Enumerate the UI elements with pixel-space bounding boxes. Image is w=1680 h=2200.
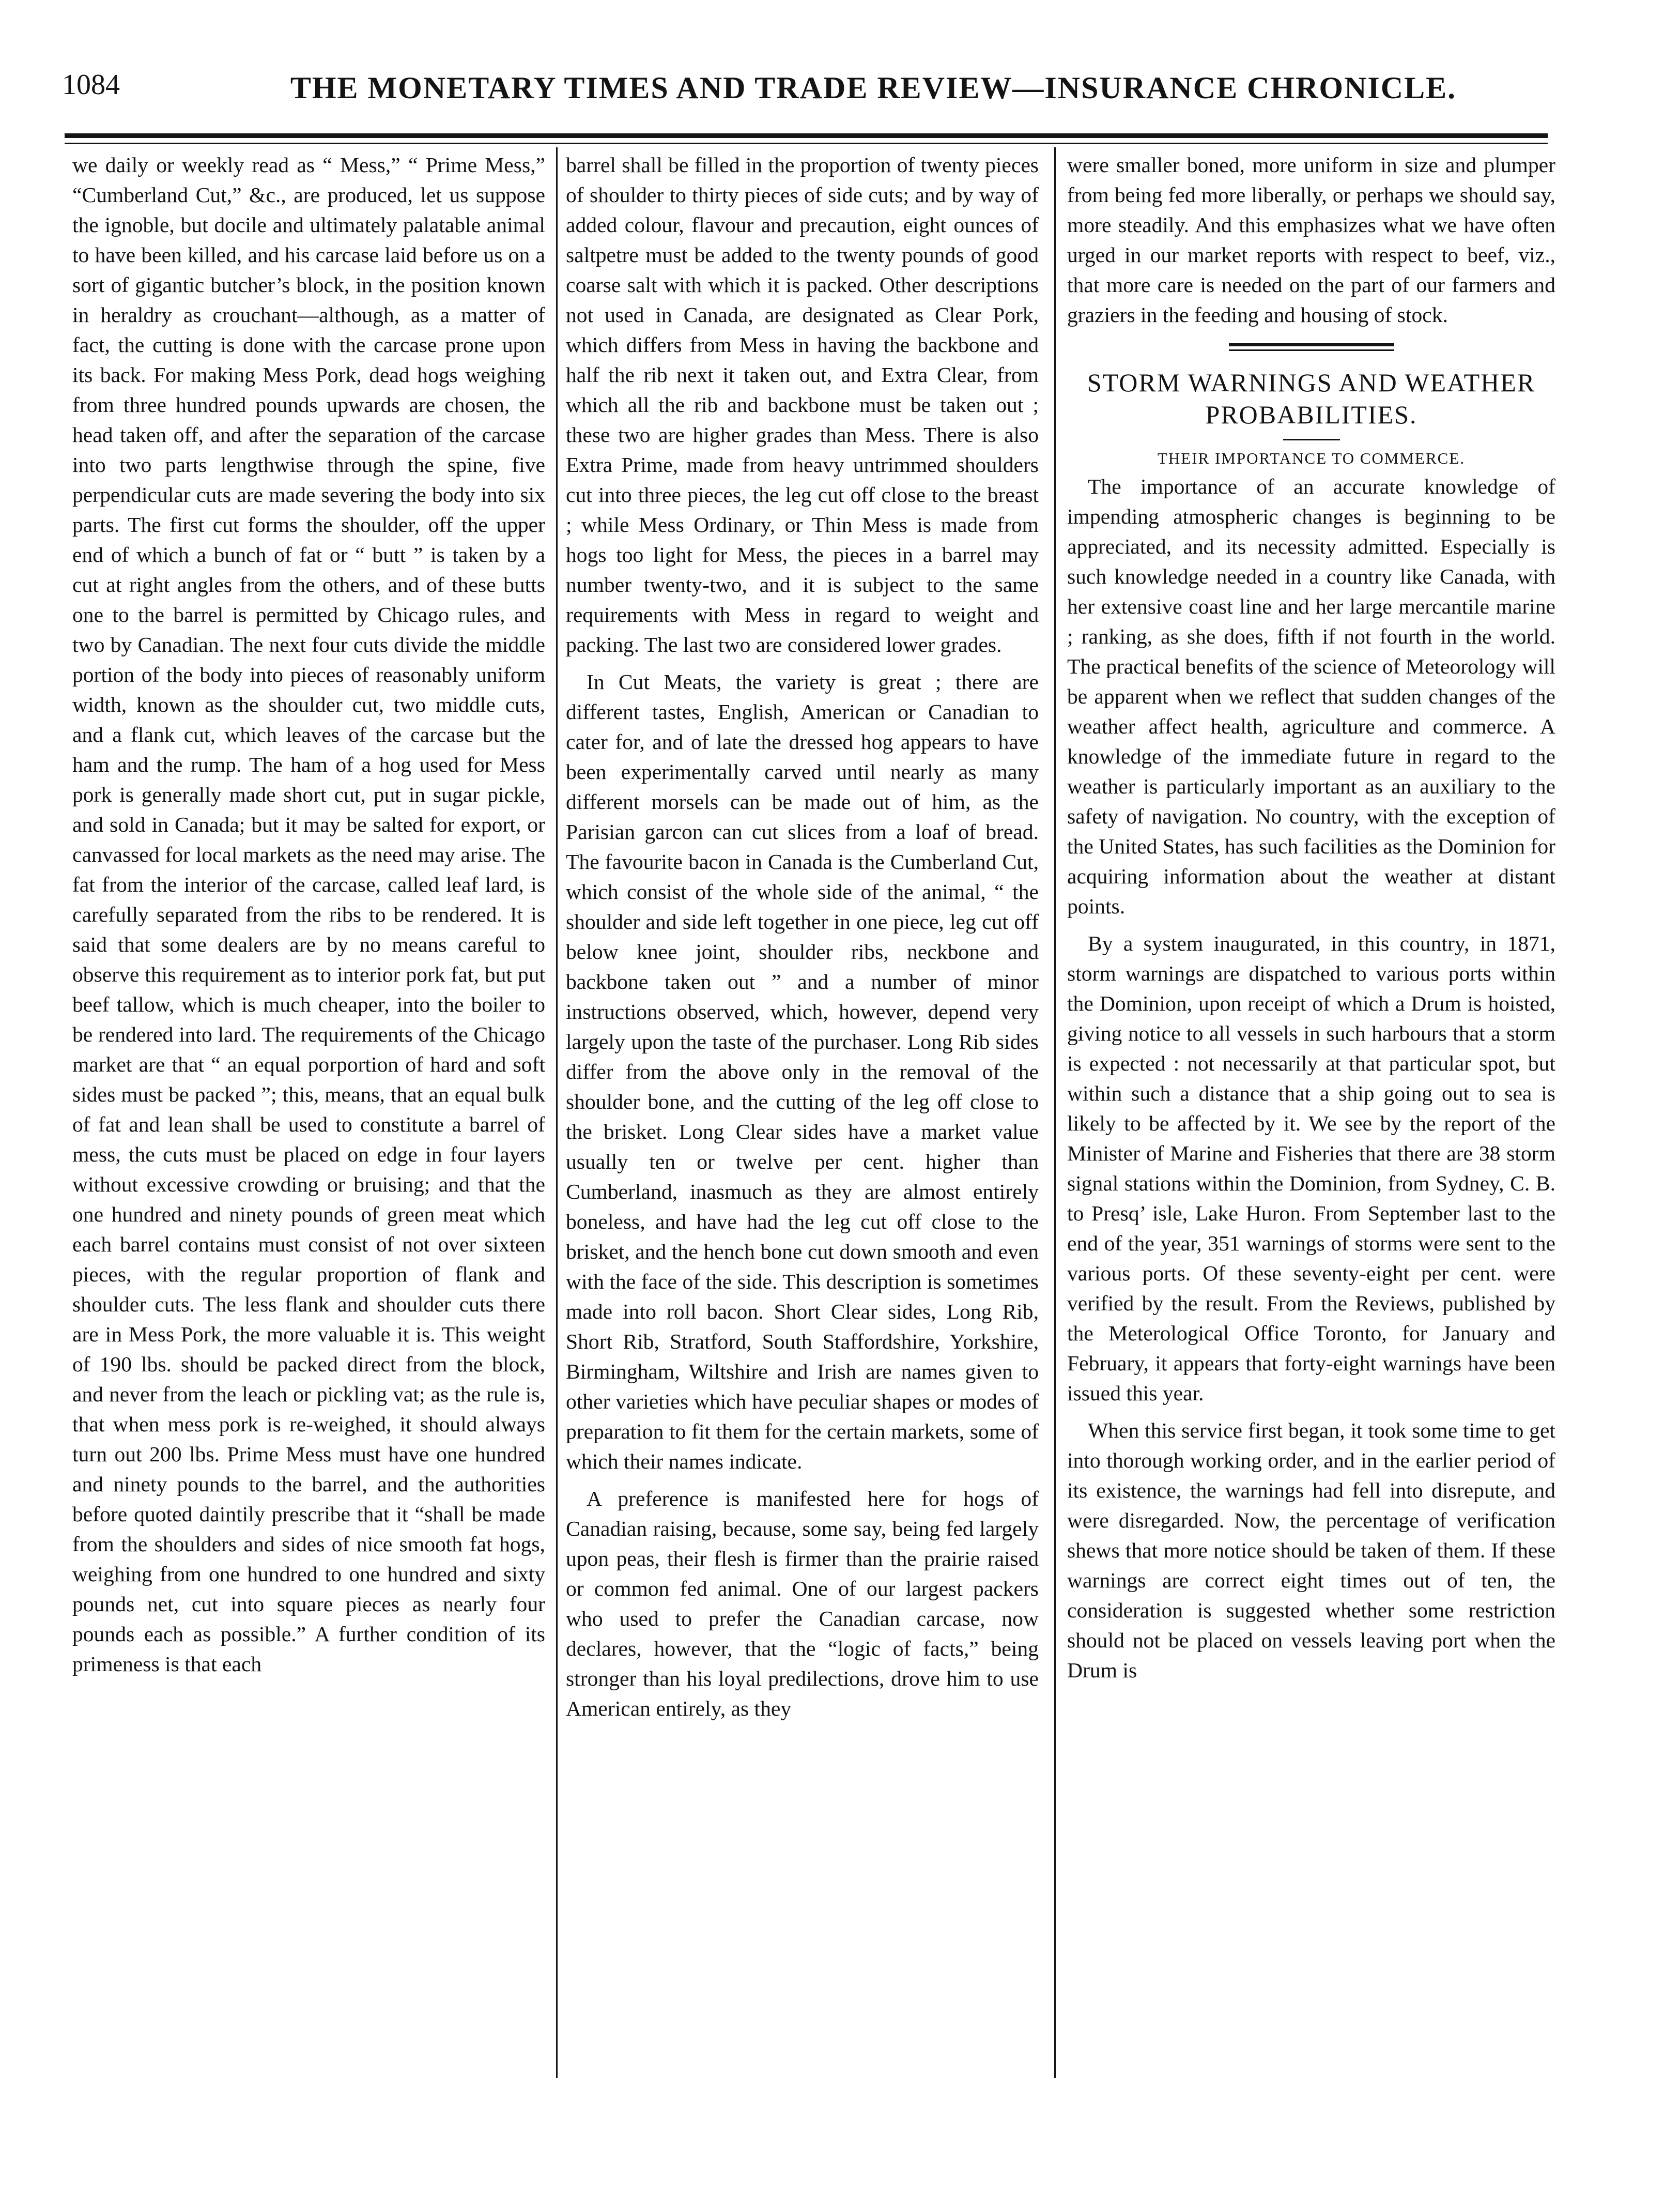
column-divider-1 xyxy=(556,147,558,2078)
section-title: STORM WARNINGS AND WEATHER PROBABILITIES. xyxy=(1087,368,1536,429)
column-3 xyxy=(1067,150,1555,1685)
header-rule-thick xyxy=(65,133,1548,138)
section-short-rule xyxy=(1283,439,1340,440)
section-rule-thick xyxy=(1229,343,1394,346)
column-2 xyxy=(566,150,1039,1723)
page-number: 1084 xyxy=(62,69,120,101)
running-title: THE MONETARY TIMES AND TRADE REVIEW—INSURANCE CHRONICLE. xyxy=(290,71,1457,105)
column-divider-2 xyxy=(1054,147,1056,2078)
paragraph: A preference is manifested here for hogs of Canadian raising, because, some say, being fed largely upon peas, their flesh is firmer than the prairie raised or common fed animal. One of our largest packers who used to prefer the Canadian carcase, now declares, however, that the “logic of facts,” being stronger than his loyal predilections, drove him to use American entirely, as they xyxy=(566,1487,1039,1720)
paragraph: The importance of an accurate knowledge of impending atmospheric changes is beginning to be appreciated, and its necessity admitted. Especially is such knowledge needed in a country like Canada, with her extensive coast line and her large mercantile marine ; ranking, as she does, fifth if not fourth in the world. The practical benefits of the science of Meteorology will be apparent when we reflect that sudden changes of the weather affect health, agriculture and commerce. A knowledge of the immediate future in regard to the weather is particularly important as an auxiliary to the safety of navigation. No country, with the exception of the United States, has such facilities as the Dominion for acquiring information about the weather at distant points. xyxy=(1067,475,1555,918)
paragraph: were smaller boned, more uniform in size and plumper from being fed more liberally, or perhaps we should say, more steadily. And this emphasizes what we have often urged in our market reports with respect to beef, viz., that more care is needed on the part of our farmers and graziers in the feeding and housing of stock. xyxy=(1067,153,1555,327)
masthead xyxy=(62,61,1519,118)
paragraph: barrel shall be filled in the proportion of twenty pieces of shoulder to thirty pieces of side cuts; and by way of added colour, flavour and precaution, eight ounces of saltpetre must be added to the twenty pounds of good coarse salt with which it is packed. Other descriptions not used in Canada, are designated as Clear Pork, which differs from Mess in having the backbone and half the rib next it taken out, and Extra Clear, from which all the rib and backbone must be taken out ; these two are higher grades than Mess. There is also Extra Prime, made from heavy untrimmed shoulders cut into three pieces, the leg cut off close to the breast ; while Mess Ordinary, or Thin Mess is made from hogs too light for Mess, the pieces in a barrel may number twenty-two, and it is subject to the same requirements with Mess in regard to weight and packing. The last two are considered lower grades. xyxy=(566,153,1039,656)
paragraph: When this service first began, it took some time to get into thorough working order, and in the earlier period of its existence, the warnings had fell into disrepute, and were disregarded. Now, the percentage of verification shews that more notice should be taken of them. If these warnings are correct eight times out of ten, the consideration is suggested whether some restriction should not be placed on vessels leaving port when the Drum is xyxy=(1067,1418,1555,1682)
section-subtitle: THEIR IMPORTANCE TO COMMERCE. xyxy=(1157,449,1466,467)
header-rule-thin xyxy=(65,143,1548,144)
section-rule-thin xyxy=(1229,349,1394,351)
paragraph: we daily or weekly read as “ Mess,” “ Prime Mess,” “Cumberland Cut,” &c., are produced, let us suppose the ignoble, but docile and ultimately palatable animal to have been killed, and his carcase laid before us on a sort of gigantic butcher’s block, in the position known in heraldry as crouchant—although, as a matter of fact, the cutting is done with the carcase prone upon its back. For making Mess Pork, dead hogs weighing from three hundred pounds upwards are chosen, the head taken off, and after the separation of the carcase into two parts lengthwise through the spine, five perpendicular cuts are made severing the body into six parts. The first cut forms the shoulder, off the upper end of which a bunch of fat or “ butt ” is taken by a cut at right angles from the others, and of these butts one to the barrel is permitted by Chicago rules, and two by Canadian. The next four cuts divide the middle portion of the body into pieces of reasonably uniform width, known as the shoulder cut, two middle cuts, and a flank cut, which leaves of the carcase but the ham and the rump. The ham of a hog used for Mess pork is generally made short cut, put in sugar pickle, and sold in Canada; but it may be salted for export, or canvassed for local markets as the need may arise. The fat from the interior of the carcase, called leaf lard, is carefully separated from the ribs to be rendered. It is said that some dealers are by no means careful to observe this requirement as to interior pork fat, but put beef tallow, which is much cheaper, into the boiler to be rendered into lard. The requirements of the Chicago market are that “ an equal porportion of hard and soft sides must be packed ”; this, means, that an equal bulk of fat and lean shall be used to constitute a barrel of mess, the cuts must be placed on edge in four layers without excessive crowding or bruising; and that the one hundred and ninety pounds of green meat which each barrel contains must consist of not over sixteen pieces, with the regular proportion of flank and shoulder cuts. The less flank and shoulder cuts there are in Mess Pork, the more valuable it is. This weight of 190 lbs. should be packed direct from the block, and never from the leach or pickling vat; as the rule is, that when mess pork is re-weighed, it should always turn out 200 lbs. Prime Mess must have one hundred and ninety pounds to the barrel, and the authorities before quoted daintily prescribe that it “shall be made from the shoulders and sides of nice smooth fat hogs, weighing from one hundred to one hundred and sixty pounds net, cut into square pieces as nearly four pounds each as possible.” A further condition of its primeness is that each xyxy=(72,153,545,1676)
column-1 xyxy=(72,150,545,1679)
paragraph: By a system inaugurated, in this country, in 1871, storm warnings are dispatched to various ports within the Dominion, upon receipt of which a Drum is hoisted, giving notice to all vessels in such harbours that a storm is expected : not necessarily at that particular spot, but within such a distance that a ship going out to sea is likely to be affected by it. We see by the report of the Minister of Marine and Fisheries that there are 38 storm signal stations within the Dominion, from Sydney, C. B. to Presq’ isle, Lake Huron. From September last to the end of the year, 351 warnings of storms were sent to the various ports. Of these seventy-eight per cent. were verified by the result. From the Reviews, published by the Meterological Office Toronto, for January and February, it appears that forty-eight warnings have been issued this year. xyxy=(1067,931,1555,1405)
paragraph: In Cut Meats, the variety is great ; there are different tastes, English, American or Canadian to cater for, and of late the dressed hog appears to have been experimentally carved until nearly as many different morsels can be made out of him, as the Parisian garcon can cut slices from a loaf of bread. The favourite bacon in Canada is the Cumberland Cut, which consist of the whole side of the animal, “ the shoulder and side left together in one piece, leg cut off below knee joint, shoulder ribs, neckbone and backbone taken out ” and a number of minor instructions observed, which, however, depend very largely upon the taste of the purchaser. Long Rib sides differ from the above only in the removal of the shoulder bone, and the cutting of the leg off close to the brisket. Long Clear sides have a market value usually ten or twelve per cent. higher than Cumberland, inasmuch as they are almost entirely boneless, and have had the leg cut off close to the brisket, and the hench bone cut down smooth and even with the face of the side. This description is sometimes made into roll bacon. Short Clear sides, Long Rib, Short Rib, Stratford, South Staffordshire, Yorkshire, Birmingham, Wiltshire and Irish are names given to other varieties which have peculiar shapes or modes of preparation to fit them for the certain markets, some of which their names indicate. xyxy=(566,670,1039,1473)
